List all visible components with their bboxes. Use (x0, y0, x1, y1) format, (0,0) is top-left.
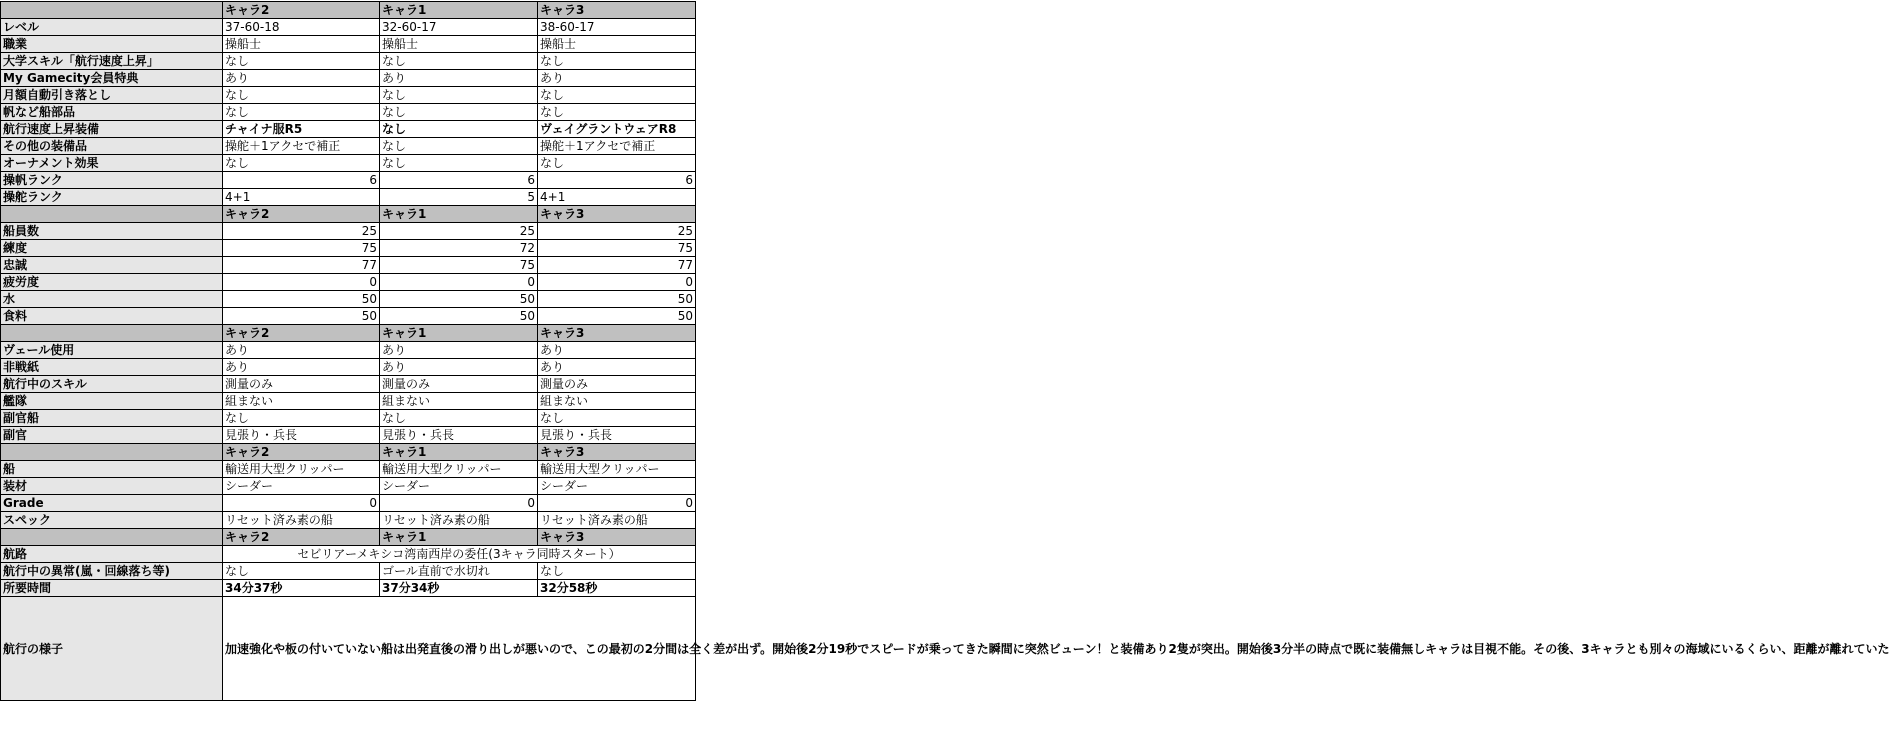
table-cell: ヴェイグラントウェアR8 (538, 121, 696, 138)
table-cell: 0 (380, 495, 538, 512)
table-cell: 組まない (223, 393, 380, 410)
table-cell: 77 (223, 257, 380, 274)
column-header: キャラ3 (538, 2, 696, 19)
notes-row (1, 597, 696, 701)
time-cell: 32分58秒 (538, 580, 696, 597)
table-cell: 25 (380, 223, 538, 240)
section-header-row (1, 529, 696, 546)
column-header: キャラ1 (380, 325, 538, 342)
table-cell: なし (223, 410, 380, 427)
table-cell: リセット済み素の船 (538, 512, 696, 529)
table-cell: あり (380, 70, 538, 87)
table-cell: なし (223, 87, 380, 104)
table-row (1, 36, 696, 53)
table-cell: あり (538, 342, 696, 359)
row-label: オーナメント効果 (1, 155, 223, 172)
route-row (1, 546, 696, 563)
table-cell: 32-60-17 (380, 19, 538, 36)
row-label: 航路 (1, 546, 223, 563)
table-cell: 75 (380, 257, 538, 274)
column-header: キャラ2 (223, 206, 380, 223)
table-cell: なし (380, 121, 538, 138)
table-cell: 見張り・兵長 (380, 427, 538, 444)
row-label: その他の装備品 (1, 138, 223, 155)
section-header-row (1, 444, 696, 461)
table-cell: なし (223, 563, 380, 580)
column-header: キャラ1 (380, 206, 538, 223)
time-cell: 37分34秒 (380, 580, 538, 597)
table-cell: 輸送用大型クリッパー (380, 461, 538, 478)
table-row (1, 155, 696, 172)
row-label: 操帆ランク (1, 172, 223, 189)
table-cell: 5 (380, 189, 538, 206)
table-cell: リセット済み素の船 (380, 512, 538, 529)
table-cell: 見張り・兵長 (223, 427, 380, 444)
row-label: レベル (1, 19, 223, 36)
table-row (1, 138, 696, 155)
time-row (1, 580, 696, 597)
table-cell: なし (380, 410, 538, 427)
table-row (1, 189, 696, 206)
route-value: セビリアーメキシコ湾南西岸の委任(3キャラ同時スタート） (223, 546, 696, 563)
table-cell: シーダー (223, 478, 380, 495)
table-cell: 50 (538, 308, 696, 325)
table-cell: 37-60-18 (223, 19, 380, 36)
row-label: 職業 (1, 36, 223, 53)
table-cell: 0 (380, 274, 538, 291)
table-cell: 測量のみ (380, 376, 538, 393)
row-label: 副官船 (1, 410, 223, 427)
table-cell: 0 (538, 495, 696, 512)
row-label: 所要時間 (1, 580, 223, 597)
time-cell: 34分37秒 (223, 580, 380, 597)
table-row (1, 19, 696, 36)
row-label: 練度 (1, 240, 223, 257)
table-cell: 75 (223, 240, 380, 257)
section-header-row (1, 206, 696, 223)
table-row (1, 240, 696, 257)
table-cell: 75 (538, 240, 696, 257)
header-blank (1, 325, 223, 342)
table-row (1, 427, 696, 444)
table-cell: あり (223, 70, 380, 87)
row-label: 帆など船部品 (1, 104, 223, 121)
column-header: キャラ2 (223, 529, 380, 546)
table-cell: なし (380, 155, 538, 172)
table-cell: なし (223, 155, 380, 172)
comparison-table (0, 1, 1890, 701)
table-cell: 6 (538, 172, 696, 189)
table-cell: 操船士 (380, 36, 538, 53)
table-cell: 輸送用大型クリッパー (538, 461, 696, 478)
table-row (1, 223, 696, 240)
row-label: 航行の様子 (1, 597, 223, 701)
table-cell: なし (538, 53, 696, 70)
row-label: 大学スキル「航行速度上昇」 (1, 53, 223, 70)
table-cell: なし (380, 138, 538, 155)
table-row (1, 53, 696, 70)
table-cell: なし (223, 104, 380, 121)
row-label: 航行中の異常(嵐・回線落ち等) (1, 563, 223, 580)
table-row (1, 291, 696, 308)
column-header: キャラ1 (380, 529, 538, 546)
header-blank (1, 529, 223, 546)
table-cell: なし (380, 104, 538, 121)
table-cell: 4+1 (538, 189, 696, 206)
table-cell: 38-60-17 (538, 19, 696, 36)
table-cell: 測量のみ (223, 376, 380, 393)
table-cell: 77 (538, 257, 696, 274)
row-label: 非戦紙 (1, 359, 223, 376)
row-label: スペック (1, 512, 223, 529)
table-cell: 50 (223, 291, 380, 308)
table-row (1, 104, 696, 121)
row-label: 船員数 (1, 223, 223, 240)
table-row (1, 342, 696, 359)
table-cell: シーダー (380, 478, 538, 495)
row-label: 疲労度 (1, 274, 223, 291)
table-cell: 0 (223, 495, 380, 512)
table-cell: なし (380, 87, 538, 104)
table-cell: あり (223, 342, 380, 359)
table-cell: なし (538, 87, 696, 104)
table-row (1, 478, 696, 495)
table-row (1, 308, 696, 325)
table-cell: 0 (223, 274, 380, 291)
table-cell: 50 (223, 308, 380, 325)
header-blank (1, 2, 223, 19)
table-cell: シーダー (538, 478, 696, 495)
table-cell: 4+1 (223, 189, 380, 206)
row-label: 艦隊 (1, 393, 223, 410)
table-cell: あり (380, 342, 538, 359)
row-label: 月額自動引き落とし (1, 87, 223, 104)
table-row (1, 512, 696, 529)
row-label: ヴェール使用 (1, 342, 223, 359)
table-row (1, 410, 696, 427)
table-cell: 操舵＋1アクセで補正 (538, 138, 696, 155)
column-header: キャラ3 (538, 529, 696, 546)
table-cell: あり (538, 70, 696, 87)
section-header-row (1, 2, 696, 19)
table-row (1, 359, 696, 376)
column-header: キャラ2 (223, 444, 380, 461)
column-header: キャラ3 (538, 444, 696, 461)
column-header: キャラ1 (380, 2, 538, 19)
row-label: Grade (1, 495, 223, 512)
table-cell: なし (538, 155, 696, 172)
table-cell: なし (538, 563, 696, 580)
row-label: 副官 (1, 427, 223, 444)
row-label: 水 (1, 291, 223, 308)
header-blank (1, 444, 223, 461)
table-cell: 50 (380, 308, 538, 325)
table-cell: なし (538, 104, 696, 121)
row-label: 船 (1, 461, 223, 478)
table-row (1, 172, 696, 189)
row-label: 食料 (1, 308, 223, 325)
notes-text: 加速強化や板の付いていない船は出発直後の滑り出しが悪いので、この最初の2分間は全く差が出ず。開始後2分19秒でスピードが乗ってきた瞬間に突然ビューン！と装備あり2隻が突出。開始後3分半の時点で既に装備無しキャラは目視不能。その後、3キャラとも別々の海域にいるくらい、距離が離れていた (223, 597, 696, 701)
table-cell: 操船士 (538, 36, 696, 53)
table-cell: あり (380, 359, 538, 376)
table-cell: リセット済み素の船 (223, 512, 380, 529)
table-cell: 見張り・兵長 (538, 427, 696, 444)
table-row (1, 70, 696, 87)
table-cell: 操舵＋1アクセで補正 (223, 138, 380, 155)
table-row (1, 274, 696, 291)
row-label: 航行速度上昇装備 (1, 121, 223, 138)
table-row (1, 376, 696, 393)
table-cell: チャイナ服R5 (223, 121, 380, 138)
table-cell: 測量のみ (538, 376, 696, 393)
table-cell: 輸送用大型クリッパー (223, 461, 380, 478)
table-cell: 組まない (380, 393, 538, 410)
table-row (1, 495, 696, 512)
table-cell: ゴール直前で水切れ (380, 563, 538, 580)
anomaly-row (1, 563, 696, 580)
header-blank (1, 206, 223, 223)
column-header: キャラ2 (223, 325, 380, 342)
column-header: キャラ2 (223, 2, 380, 19)
table-row (1, 393, 696, 410)
table-cell: なし (380, 53, 538, 70)
row-label: 航行中のスキル (1, 376, 223, 393)
table-cell: 組まない (538, 393, 696, 410)
column-header: キャラ1 (380, 444, 538, 461)
table-cell: 72 (380, 240, 538, 257)
table-cell: なし (223, 53, 380, 70)
table-row (1, 87, 696, 104)
table-cell: 50 (380, 291, 538, 308)
table-cell: なし (538, 410, 696, 427)
table-row (1, 461, 696, 478)
row-label: 忠誠 (1, 257, 223, 274)
table-cell: 50 (538, 291, 696, 308)
table-cell: あり (223, 359, 380, 376)
column-header: キャラ3 (538, 325, 696, 342)
row-label: 操舵ランク (1, 189, 223, 206)
table-row (1, 257, 696, 274)
table-cell: 0 (538, 274, 696, 291)
table-row (1, 121, 696, 138)
table-cell: 6 (223, 172, 380, 189)
row-label: My Gamecity会員特典 (1, 70, 223, 87)
table-cell: 25 (538, 223, 696, 240)
section-header-row (1, 325, 696, 342)
table-cell: 6 (380, 172, 538, 189)
table-cell: 25 (223, 223, 380, 240)
table-cell: 操船士 (223, 36, 380, 53)
row-label: 装材 (1, 478, 223, 495)
column-header: キャラ3 (538, 206, 696, 223)
table-cell: あり (538, 359, 696, 376)
